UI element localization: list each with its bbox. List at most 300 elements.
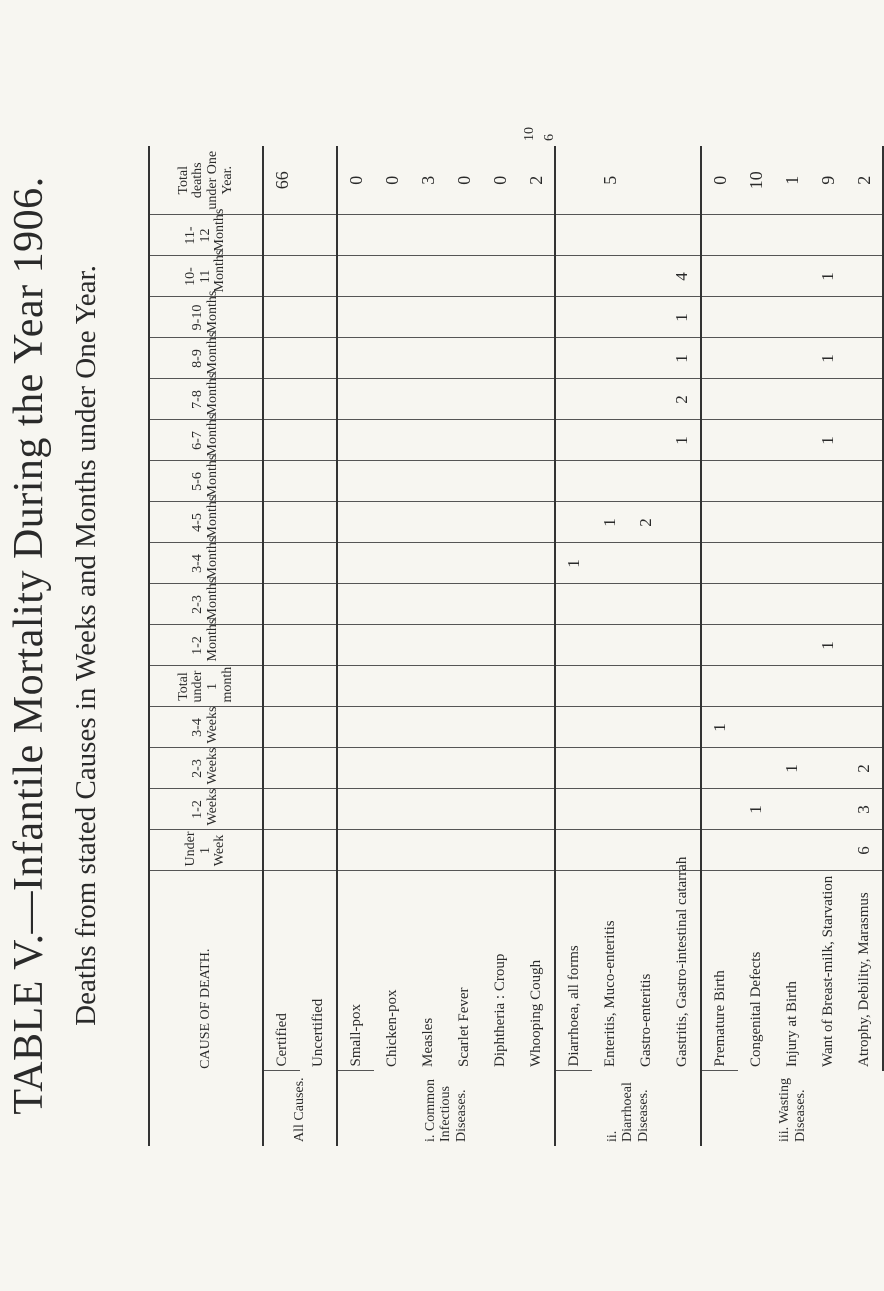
count-cell	[374, 297, 410, 338]
count-cell	[263, 707, 300, 748]
count-cell	[846, 338, 883, 379]
count-cell	[518, 584, 555, 625]
cause-group-label: ii. Diarrhoeal Diseases.	[555, 1071, 701, 1146]
count-cell	[592, 748, 628, 789]
table-row	[410, 146, 446, 1146]
count-cell	[592, 420, 628, 461]
count-cell	[701, 543, 738, 584]
count-cell	[592, 543, 628, 584]
count-cell	[592, 338, 628, 379]
table-row	[374, 146, 410, 1146]
count-cell	[846, 420, 883, 461]
count-cell	[300, 707, 337, 748]
count-cell	[482, 830, 518, 871]
count-cell	[810, 748, 846, 789]
count-cell	[337, 379, 374, 420]
count-cell	[300, 789, 337, 830]
count-cell	[592, 379, 628, 420]
cause-label: Premature Birth	[701, 871, 738, 1071]
total-cell: 1	[774, 146, 810, 215]
period-header: 3-4 Months	[149, 543, 263, 584]
count-cell	[518, 707, 555, 748]
cause-label: Enteritis, Muco-enteritis	[601, 920, 618, 1067]
table-row	[846, 146, 883, 1146]
header-row	[149, 146, 263, 1146]
count-cell	[446, 707, 482, 748]
cause-header: CAUSE OF DEATH.	[149, 871, 263, 1146]
count-cell	[592, 707, 628, 748]
count-cell	[628, 379, 664, 420]
total-cell: 10	[738, 146, 774, 215]
count-cell	[446, 379, 482, 420]
cause-label: Small-pox	[337, 871, 374, 1071]
count-cell	[482, 297, 518, 338]
count-cell: 3	[846, 789, 883, 830]
cause-label: Atrophy, Debility, Marasmus	[846, 871, 883, 1071]
count-cell	[774, 584, 810, 625]
count-cell	[846, 256, 883, 297]
count-cell	[374, 502, 410, 543]
count-cell	[592, 256, 628, 297]
count-cell	[482, 584, 518, 625]
cause-label: Injury at Birth	[783, 981, 800, 1067]
count-cell	[846, 379, 883, 420]
count-cell	[410, 297, 446, 338]
cause-group-label: All Causes.	[292, 1077, 308, 1142]
count-cell	[628, 338, 664, 379]
count-cell	[774, 666, 810, 707]
count-cell	[263, 584, 300, 625]
count-cell	[410, 543, 446, 584]
count-cell	[337, 215, 374, 256]
count-cell	[592, 789, 628, 830]
count-cell	[774, 789, 810, 830]
count-cell	[446, 215, 482, 256]
count-cell	[446, 256, 482, 297]
count-cell	[518, 748, 555, 789]
count-cell	[774, 379, 810, 420]
count-cell	[482, 543, 518, 584]
count-cell	[555, 256, 592, 297]
total-cell: 9	[810, 146, 846, 215]
count-cell	[337, 584, 374, 625]
period-header: 10-11 Months	[149, 256, 263, 297]
count-cell	[846, 625, 883, 666]
total-header: Total deaths under One Year.	[149, 146, 263, 215]
cause-label: Measles	[419, 1017, 436, 1067]
period-header: 6-7 Months	[149, 420, 263, 461]
marginal-marks	[520, 127, 559, 141]
count-cell	[738, 584, 774, 625]
count-cell	[592, 666, 628, 707]
count-cell	[664, 543, 701, 584]
count-cell	[263, 830, 300, 871]
cause-label: Diarrhoea, all forms	[555, 871, 592, 1071]
count-cell	[263, 543, 300, 584]
count-cell	[518, 420, 555, 461]
count-cell	[263, 502, 300, 543]
count-cell	[555, 789, 592, 830]
count-cell: 2	[628, 502, 664, 543]
total-cell	[555, 146, 592, 215]
count-cell	[738, 338, 774, 379]
count-cell	[263, 215, 300, 256]
count-cell	[701, 584, 738, 625]
count-cell	[701, 420, 738, 461]
count-cell	[263, 748, 300, 789]
count-cell	[555, 420, 592, 461]
count-cell: 1	[664, 297, 701, 338]
count-cell	[410, 420, 446, 461]
count-cell	[846, 543, 883, 584]
count-cell	[701, 461, 738, 502]
count-cell	[592, 584, 628, 625]
count-cell	[300, 625, 337, 666]
count-cell	[846, 707, 883, 748]
total-cell: 0	[446, 146, 482, 215]
count-cell	[374, 707, 410, 748]
count-cell	[518, 789, 555, 830]
count-cell	[810, 666, 846, 707]
table-row	[555, 146, 592, 1146]
count-cell	[592, 830, 628, 871]
count-cell	[374, 625, 410, 666]
count-cell	[518, 379, 555, 420]
period-header: 5-6 Months	[149, 461, 263, 502]
count-cell	[337, 625, 374, 666]
count-cell: 1	[810, 625, 846, 666]
count-cell	[446, 584, 482, 625]
count-cell: 1	[592, 502, 628, 543]
count-cell	[374, 748, 410, 789]
count-cell	[374, 543, 410, 584]
count-cell	[664, 707, 701, 748]
count-cell	[482, 215, 518, 256]
count-cell	[337, 297, 374, 338]
table-row	[774, 146, 810, 1146]
mortality-table	[148, 146, 884, 1146]
count-cell: 1	[664, 420, 701, 461]
count-cell	[628, 584, 664, 625]
marginal-mark: 10	[522, 127, 537, 141]
table-row	[701, 146, 738, 1146]
count-cell	[300, 584, 337, 625]
count-cell	[446, 502, 482, 543]
count-cell	[592, 625, 628, 666]
period-header: 2-3 Weeks	[149, 748, 263, 789]
count-cell	[374, 338, 410, 379]
total-cell: 0	[337, 146, 374, 215]
count-cell	[446, 543, 482, 584]
count-cell	[300, 543, 337, 584]
count-cell	[846, 215, 883, 256]
count-cell	[337, 830, 374, 871]
total-cell: 0	[482, 146, 518, 215]
count-cell	[337, 543, 374, 584]
count-cell	[555, 215, 592, 256]
count-cell	[628, 256, 664, 297]
count-cell	[555, 830, 592, 871]
count-cell	[810, 297, 846, 338]
period-header: Total under 1 month	[149, 666, 263, 707]
count-cell	[374, 215, 410, 256]
count-cell	[482, 338, 518, 379]
cause-group-label: i. Common Infectious Diseases.	[337, 1071, 555, 1146]
count-cell	[774, 215, 810, 256]
count-cell	[337, 502, 374, 543]
table-title: TABLE V.—Infantile Mortality During the Year 1906.	[6, 176, 52, 1115]
count-cell	[810, 707, 846, 748]
count-cell	[410, 748, 446, 789]
count-cell	[664, 502, 701, 543]
count-cell: 1	[664, 338, 701, 379]
count-cell	[664, 584, 701, 625]
count-cell	[446, 748, 482, 789]
count-cell	[374, 256, 410, 297]
count-cell	[774, 420, 810, 461]
count-cell: 1	[810, 256, 846, 297]
table-body	[263, 146, 883, 1146]
count-cell	[738, 543, 774, 584]
count-cell	[263, 379, 300, 420]
count-cell	[518, 830, 555, 871]
count-cell	[555, 461, 592, 502]
count-cell	[738, 707, 774, 748]
count-cell	[701, 502, 738, 543]
table-row	[300, 146, 337, 1146]
count-cell	[482, 707, 518, 748]
count-cell	[774, 502, 810, 543]
count-cell	[374, 584, 410, 625]
count-cell	[263, 666, 300, 707]
count-cell	[774, 338, 810, 379]
total-cell: 66	[263, 146, 300, 215]
cause-label: Want of Breast-milk, Starvation	[819, 875, 836, 1067]
count-cell	[374, 666, 410, 707]
table-subtitle: Deaths from stated Causes in Weeks and Months under One Year.	[70, 265, 102, 1026]
count-cell	[738, 297, 774, 338]
count-cell	[738, 666, 774, 707]
count-cell	[701, 666, 738, 707]
count-cell	[846, 666, 883, 707]
count-cell	[738, 420, 774, 461]
cause-label: Uncertified	[309, 998, 326, 1067]
count-cell	[446, 830, 482, 871]
count-cell	[555, 502, 592, 543]
total-cell	[664, 146, 701, 215]
count-cell	[410, 461, 446, 502]
count-cell	[374, 379, 410, 420]
count-cell	[628, 666, 664, 707]
count-cell	[482, 502, 518, 543]
total-cell: 5	[592, 146, 628, 215]
count-cell	[628, 625, 664, 666]
count-cell	[518, 461, 555, 502]
count-cell	[482, 461, 518, 502]
count-cell	[337, 338, 374, 379]
cause-label: Scarlet Fever	[455, 987, 472, 1067]
cause-label: Diphtheria : Croup	[491, 953, 508, 1067]
count-cell	[446, 461, 482, 502]
count-cell	[263, 420, 300, 461]
count-cell	[300, 256, 337, 297]
table-row	[664, 146, 701, 1146]
cause-label: Gastritis, Gastro-intestinal catarrah	[673, 856, 690, 1067]
count-cell	[410, 625, 446, 666]
count-cell	[300, 461, 337, 502]
count-cell	[374, 830, 410, 871]
table-row	[446, 146, 482, 1146]
table-row	[518, 146, 555, 1146]
count-cell	[738, 215, 774, 256]
count-cell	[300, 830, 337, 871]
cause-label: Chicken-pox	[383, 989, 400, 1067]
count-cell	[410, 379, 446, 420]
count-cell	[446, 338, 482, 379]
count-cell	[701, 748, 738, 789]
total-cell	[300, 146, 337, 215]
count-cell	[810, 502, 846, 543]
count-cell	[664, 666, 701, 707]
count-cell	[555, 297, 592, 338]
count-cell	[738, 830, 774, 871]
count-cell	[446, 666, 482, 707]
count-cell	[518, 666, 555, 707]
count-cell	[664, 748, 701, 789]
count-cell	[701, 830, 738, 871]
count-cell	[482, 379, 518, 420]
count-cell	[628, 830, 664, 871]
count-cell	[263, 625, 300, 666]
count-cell	[628, 215, 664, 256]
count-cell	[774, 625, 810, 666]
count-cell	[410, 584, 446, 625]
count-cell	[337, 707, 374, 748]
period-header: 4-5 Months	[149, 502, 263, 543]
count-cell	[774, 256, 810, 297]
cause-label: Congenital Defects	[747, 951, 764, 1067]
period-header: 7-8 Months	[149, 379, 263, 420]
count-cell	[482, 666, 518, 707]
count-cell	[337, 666, 374, 707]
count-cell	[774, 297, 810, 338]
count-cell	[774, 461, 810, 502]
total-cell	[628, 146, 664, 215]
count-cell	[446, 297, 482, 338]
count-cell	[701, 215, 738, 256]
count-cell	[701, 789, 738, 830]
count-cell	[300, 748, 337, 789]
count-cell	[810, 379, 846, 420]
count-cell	[410, 789, 446, 830]
count-cell	[410, 215, 446, 256]
count-cell	[410, 830, 446, 871]
table-row	[263, 146, 300, 1146]
period-header: Under 1 Week	[149, 830, 263, 871]
count-cell	[300, 297, 337, 338]
count-cell	[738, 748, 774, 789]
count-cell	[846, 502, 883, 543]
count-cell	[446, 789, 482, 830]
count-cell	[555, 666, 592, 707]
count-cell	[774, 707, 810, 748]
count-cell	[664, 461, 701, 502]
count-cell	[263, 461, 300, 502]
table-row	[482, 146, 518, 1146]
period-header: 11-12 Months	[149, 215, 263, 256]
count-cell	[701, 379, 738, 420]
count-cell	[300, 379, 337, 420]
count-cell	[810, 215, 846, 256]
count-cell	[374, 789, 410, 830]
cause-label: Certified	[263, 871, 300, 1071]
count-cell	[446, 420, 482, 461]
count-cell	[810, 789, 846, 830]
count-cell	[810, 830, 846, 871]
count-cell	[810, 461, 846, 502]
cause-group-label: iii. Wasting Diseases.	[701, 1071, 883, 1146]
total-cell: 2	[518, 146, 555, 215]
count-cell	[738, 502, 774, 543]
count-cell	[555, 625, 592, 666]
count-cell	[300, 420, 337, 461]
count-cell	[846, 461, 883, 502]
cause-label: Gastro-enteritis	[637, 973, 654, 1067]
count-cell	[846, 584, 883, 625]
count-cell: 1	[810, 338, 846, 379]
count-cell	[738, 256, 774, 297]
count-cell: 2	[664, 379, 701, 420]
count-cell	[555, 707, 592, 748]
count-cell	[518, 338, 555, 379]
count-cell	[518, 297, 555, 338]
count-cell	[410, 666, 446, 707]
count-cell	[263, 338, 300, 379]
count-cell: 1	[774, 748, 810, 789]
table-row	[337, 146, 374, 1146]
count-cell	[592, 461, 628, 502]
total-cell: 0	[701, 146, 738, 215]
count-cell	[410, 256, 446, 297]
count-cell	[518, 256, 555, 297]
count-cell	[738, 625, 774, 666]
count-cell	[263, 297, 300, 338]
count-cell	[482, 625, 518, 666]
count-cell	[518, 502, 555, 543]
count-cell	[664, 625, 701, 666]
count-cell: 2	[846, 748, 883, 789]
count-cell	[592, 297, 628, 338]
count-cell	[701, 297, 738, 338]
count-cell: 6	[846, 830, 883, 871]
total-cell: 3	[410, 146, 446, 215]
count-cell	[592, 215, 628, 256]
table-row	[738, 146, 774, 1146]
count-cell	[628, 707, 664, 748]
count-cell	[628, 543, 664, 584]
count-cell	[337, 461, 374, 502]
count-cell	[555, 338, 592, 379]
count-cell	[337, 256, 374, 297]
count-cell	[446, 625, 482, 666]
period-header: 8-9 Months	[149, 338, 263, 379]
count-cell	[628, 297, 664, 338]
cause-label: Whooping Cough	[527, 959, 544, 1067]
table-row	[628, 146, 664, 1146]
count-cell	[300, 666, 337, 707]
count-cell	[410, 338, 446, 379]
count-cell	[846, 297, 883, 338]
